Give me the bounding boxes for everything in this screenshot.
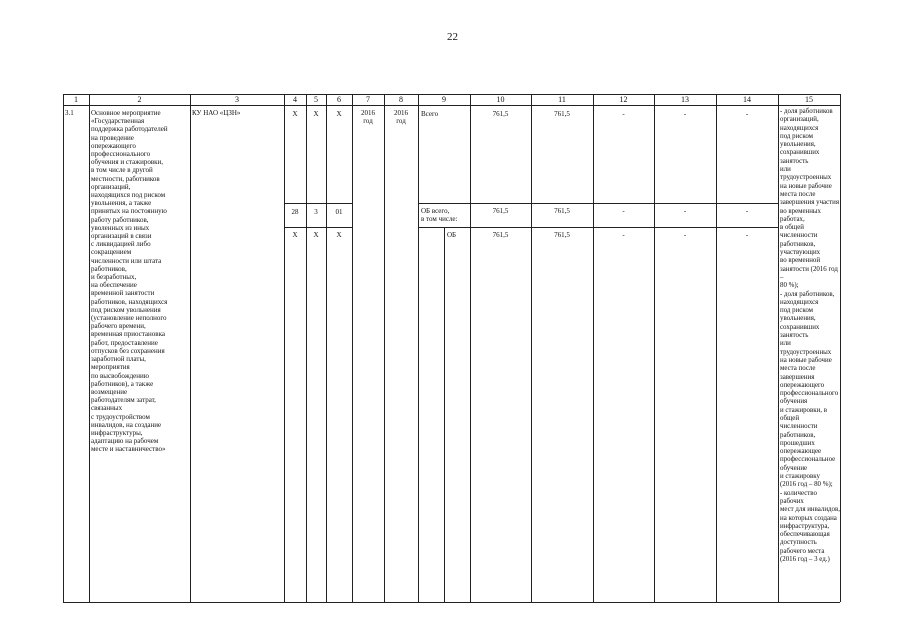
event-description: Основное мероприятие «Государственная поддержка работодателей на проведение опережающего профессионального обучения и стажировки, в том числе в другой местности, работников организаций, находящихся под риском увольнения, а также принятых на постоянную работу работников, уволенных из иных организаций в связи с ликвидацией либо сокращением численности или штата работников, и безработных, на обеспечение временной занятости работников, находящихся под риском увольнения (установление неполного рабочего времени, временная приостановка работ, предоставление отпусков без сохранения заработной платы, мероприятия по высвобождению работников), а также возмещение работодателям затрат, связанных с трудоустройством инвалидов, на создание инфраструктуры, адаптацию на рабочем месте и наставничество» bbox=[91, 109, 168, 454]
header-col-10: 10 bbox=[496, 95, 505, 104]
executor: КУ НАО «ЦЗН» bbox=[192, 109, 241, 117]
target-indicators: - доля работников организаций, находящихся под риском увольнения, сохранивших занятость или трудоустроенных на новые рабочие места после завершения участия во временных работах, в общей численности работников, участвующих во временной занятости (2016 год – 80 %); - доля работников, находящихся под риском увольнения, сохранивших занятость или трудоустроенных на новые рабочие места после завершения опережающего профессионального обучения и стажировки, в общей численности работников, прошедших опережающее профессиональное обучение и стажировку (2016 год – 80 %); - количество рабочих мест для инвалидов, на которых создана инфраструктура, обеспечивающая доступность рабочего места (2016 год – 3 ед.) bbox=[780, 108, 840, 564]
page-number: 22 bbox=[447, 31, 458, 43]
code-6-row3: Х bbox=[336, 231, 342, 239]
header-col-6: 6 bbox=[337, 95, 341, 104]
code-6-row1: Х bbox=[336, 110, 342, 118]
amount-col10-row1: 761,5 bbox=[492, 110, 509, 118]
code-4-row3: Х bbox=[292, 231, 298, 239]
header-col-4: 4 bbox=[293, 95, 297, 104]
code-4-row1: Х bbox=[292, 110, 298, 118]
code-5-row3: Х bbox=[313, 231, 319, 239]
header-col-11: 11 bbox=[558, 95, 566, 104]
code-5-row2: 3 bbox=[314, 208, 318, 216]
amount-col13-row2: - bbox=[683, 207, 687, 215]
header-col-7: 7 bbox=[366, 95, 370, 104]
amount-col11-row2: 761,5 bbox=[554, 207, 570, 215]
amount-col12-row1: - bbox=[622, 110, 625, 118]
amount-col14-row2: - bbox=[745, 207, 749, 215]
header-col-13: 13 bbox=[681, 95, 689, 104]
amount-col11-row1: 761,5 bbox=[554, 110, 570, 118]
financing-label-ob-total: ОБ всего, в том числе: bbox=[421, 207, 458, 224]
header-col-8: 8 bbox=[399, 95, 403, 104]
end-year: 2016 год bbox=[394, 109, 408, 126]
header-col-14: 14 bbox=[743, 95, 751, 104]
code-5-row1: Х bbox=[313, 110, 319, 118]
amount-col10-row2: 761,5 bbox=[492, 207, 509, 215]
header-col-3: 3 bbox=[235, 95, 239, 104]
amount-col13-row3: - bbox=[683, 231, 687, 239]
amount-col12-row3: - bbox=[622, 231, 625, 239]
header-col-12: 12 bbox=[619, 95, 628, 104]
amount-col11-row3: 761,5 bbox=[554, 231, 570, 239]
header-col-2: 2 bbox=[137, 95, 142, 104]
start-year: 2016 год bbox=[361, 109, 375, 126]
amount-col14-row3: - bbox=[745, 231, 749, 239]
amount-col14-row1: - bbox=[745, 110, 749, 118]
amount-col12-row2: - bbox=[622, 207, 625, 215]
code-4-row2: 28 bbox=[291, 208, 299, 216]
amount-col13-row1: - bbox=[683, 110, 687, 118]
code-6-row2: 01 bbox=[335, 208, 343, 216]
row-number: 3.1 bbox=[65, 109, 74, 117]
header-col-9: 9 bbox=[442, 95, 446, 104]
financing-label-total: Всего bbox=[421, 110, 439, 118]
financing-label-ob: ОБ bbox=[447, 231, 457, 239]
header-col-15: 15 bbox=[805, 95, 813, 104]
header-col-1: 1 bbox=[74, 95, 78, 104]
header-col-5: 5 bbox=[314, 95, 318, 104]
amount-col10-row3: 761,5 bbox=[492, 231, 509, 239]
